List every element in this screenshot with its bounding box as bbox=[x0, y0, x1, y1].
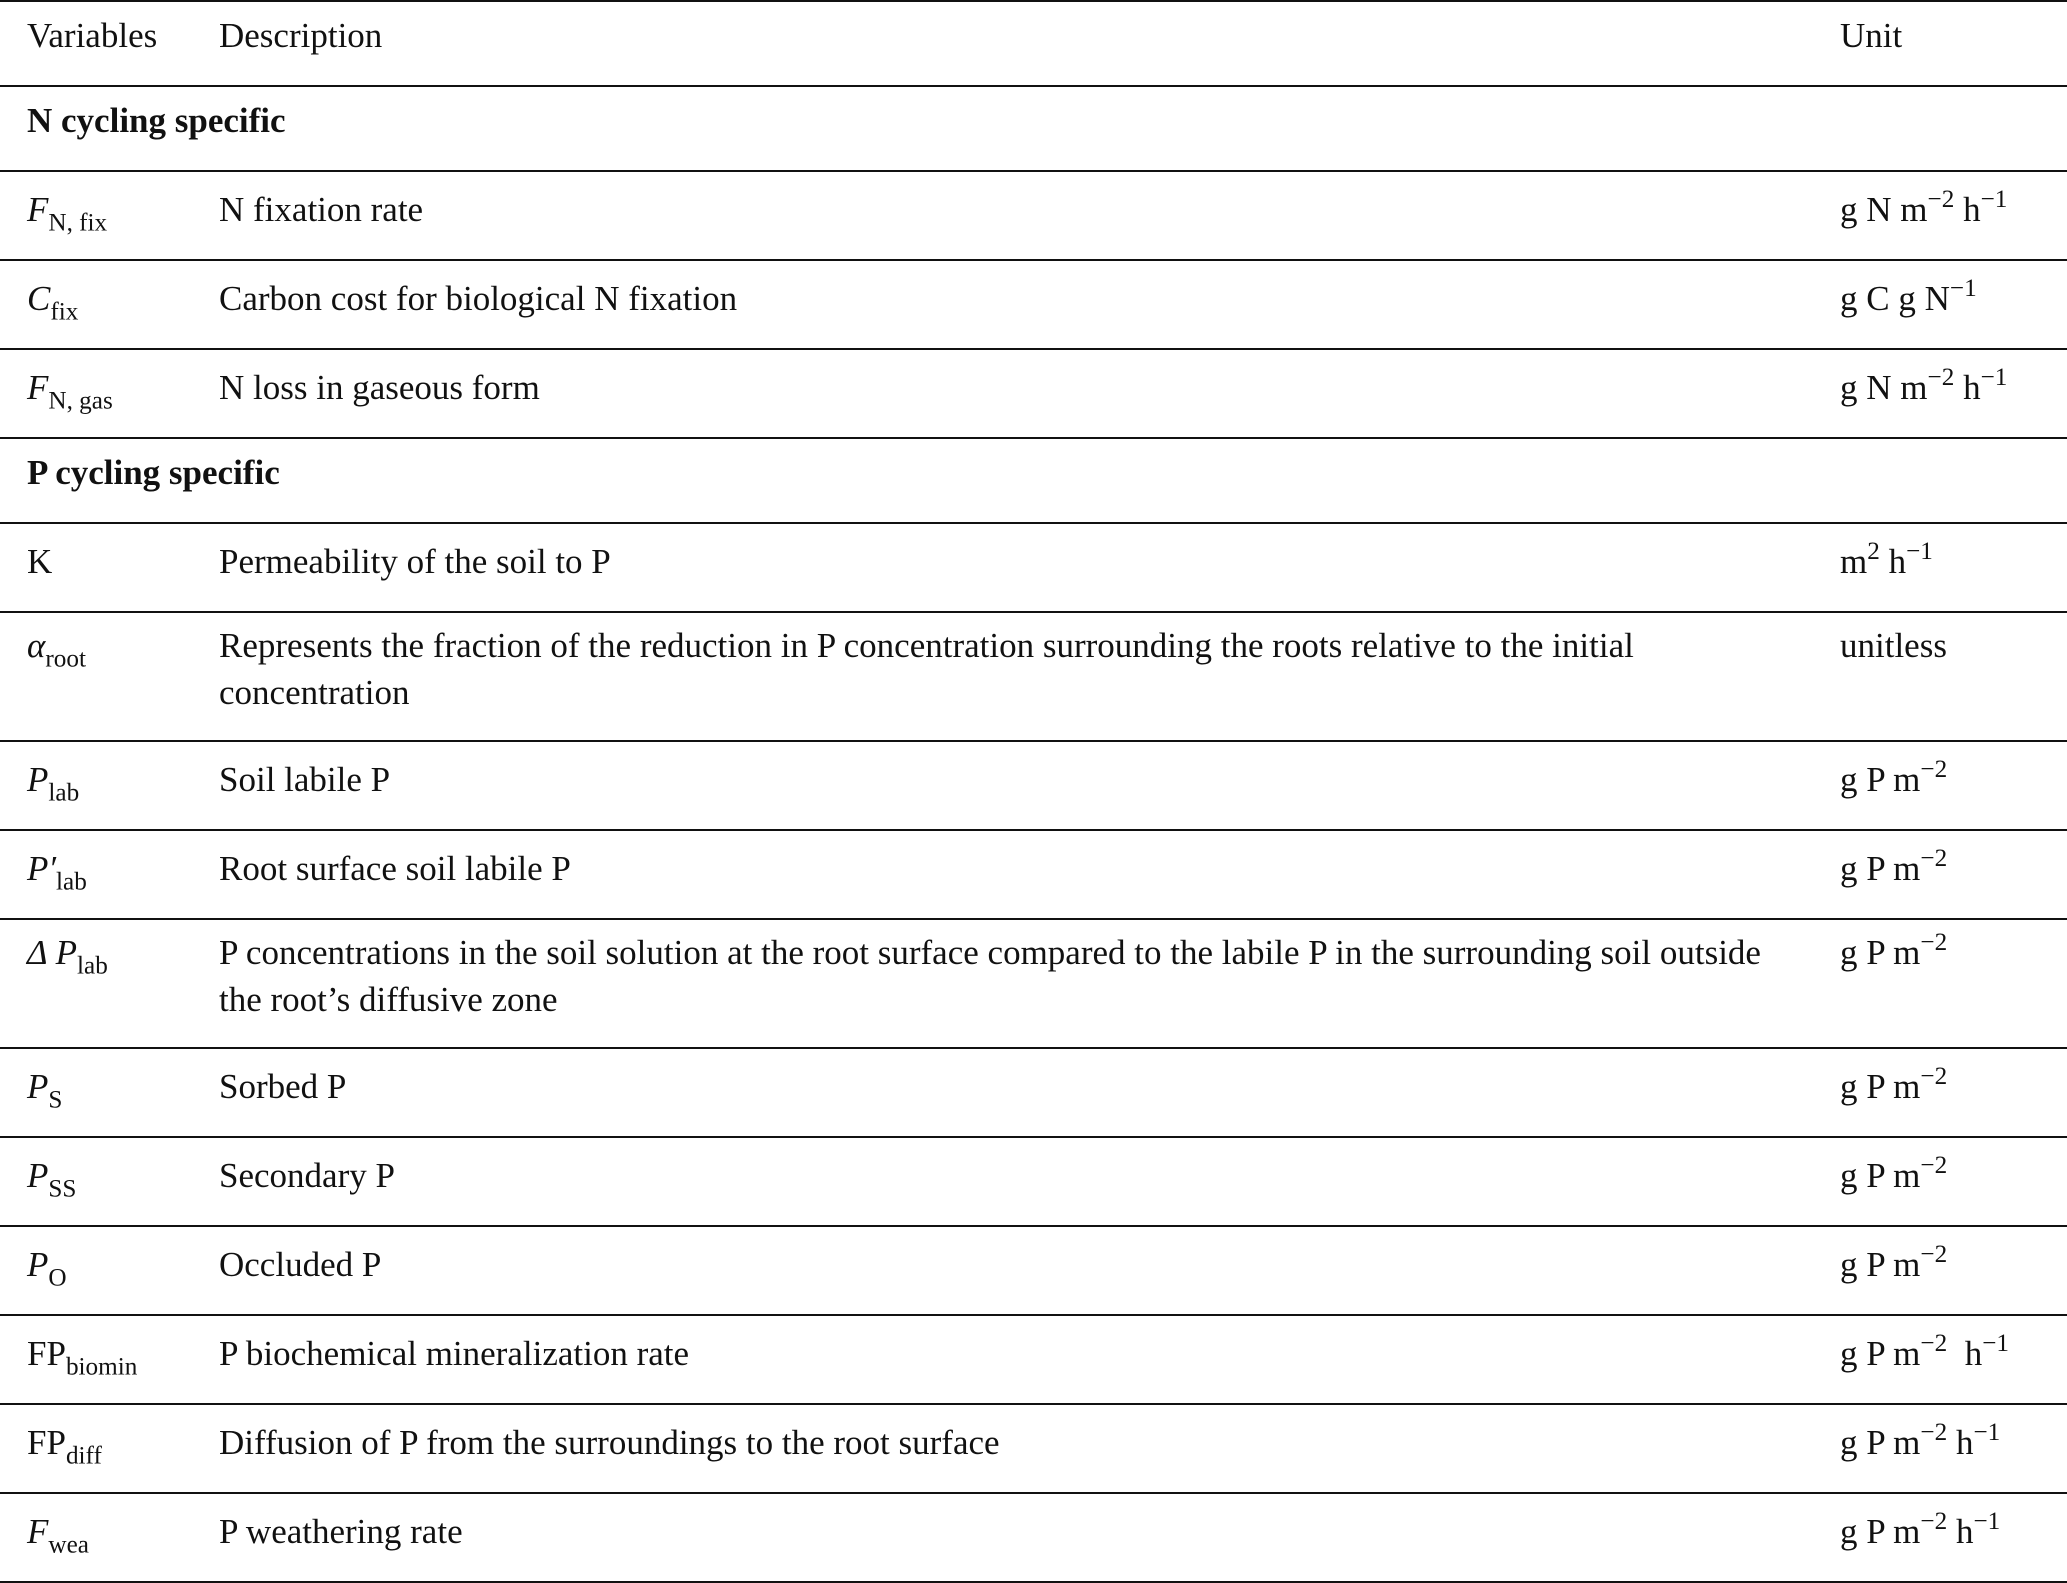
section-row bbox=[0, 438, 2067, 523]
unit-value bbox=[1840, 756, 1948, 799]
unit-text: h bbox=[1954, 368, 1981, 407]
variable-symbol bbox=[27, 1423, 102, 1470]
variable-symbol-cell bbox=[0, 1493, 219, 1582]
unit-text: h bbox=[1947, 1334, 1983, 1373]
table-row bbox=[0, 741, 2067, 830]
variable-symbol-base: P bbox=[27, 1067, 49, 1106]
unit-cell bbox=[1840, 830, 2067, 919]
variable-symbol-subscript: diff bbox=[65, 1442, 102, 1470]
variable-symbol-cell bbox=[0, 523, 219, 612]
unit-value bbox=[1840, 1152, 1948, 1195]
variable-symbol-cell bbox=[0, 741, 219, 830]
variable-symbol-subscript: wea bbox=[48, 1531, 89, 1559]
description-cell: P weathering rate bbox=[219, 1493, 1840, 1582]
unit-value bbox=[1840, 626, 1947, 665]
table-row bbox=[0, 1315, 2067, 1404]
table-row bbox=[0, 919, 2067, 1048]
unit-exponent: −2 bbox=[1920, 845, 1948, 873]
description-cell: Secondary P bbox=[219, 1137, 1840, 1226]
variable-symbol-subscript: fix bbox=[50, 298, 79, 326]
variable-symbol-subscript: lab bbox=[48, 779, 80, 807]
variable-symbol-base: F bbox=[27, 190, 49, 229]
unit-value bbox=[1840, 538, 1933, 581]
table-row bbox=[0, 523, 2067, 612]
variable-symbol-cell bbox=[0, 1404, 219, 1493]
variable-symbol bbox=[27, 368, 113, 415]
description-cell: Carbon cost for biological N fixation bbox=[219, 260, 1840, 349]
unit-text: g P m bbox=[1840, 760, 1921, 799]
unit-text: g P m bbox=[1840, 933, 1921, 972]
unit-value bbox=[1840, 186, 2008, 229]
header-unit: Unit bbox=[1840, 1, 2067, 86]
variable-symbol-cell bbox=[0, 349, 219, 438]
variable-symbol-subscript: N, gas bbox=[48, 387, 113, 415]
unit-value bbox=[1840, 1063, 1948, 1106]
variable-symbol-subscript: lab bbox=[56, 868, 87, 896]
unit-exponent: −2 bbox=[1920, 1419, 1948, 1447]
unit-cell bbox=[1840, 1493, 2067, 1582]
unit-exponent: −1 bbox=[1973, 1419, 2001, 1447]
variable-symbol-base: P bbox=[27, 1156, 49, 1195]
table-header-row bbox=[0, 1, 2067, 86]
variable-symbol bbox=[27, 1067, 63, 1114]
variable-symbol bbox=[27, 1156, 77, 1203]
variable-symbol bbox=[27, 1512, 89, 1559]
unit-text: g C g N bbox=[1840, 279, 1950, 318]
variable-symbol bbox=[27, 760, 80, 807]
table-row bbox=[0, 349, 2067, 438]
variable-symbol-base: P bbox=[27, 760, 49, 799]
unit-cell bbox=[1840, 1226, 2067, 1315]
variable-symbol-subscript: lab bbox=[77, 952, 108, 980]
unit-cell bbox=[1840, 612, 2067, 741]
variable-symbol-base: FP bbox=[27, 1334, 66, 1373]
unit-text: g P m bbox=[1840, 1245, 1921, 1284]
unit-exponent: −2 bbox=[1927, 186, 1955, 214]
unit-exponent: −1 bbox=[1973, 1508, 2001, 1536]
unit-value bbox=[1840, 1508, 2001, 1551]
unit-text: g P m bbox=[1840, 1156, 1921, 1195]
variable-symbol-subscript: S bbox=[48, 1086, 63, 1114]
header-description: Description bbox=[219, 1, 1840, 86]
variable-symbol-cell bbox=[0, 612, 219, 741]
unit-exponent: −1 bbox=[1980, 364, 2008, 392]
section-title: N cycling specific bbox=[0, 86, 2067, 171]
variable-symbol-subscript: N, fix bbox=[48, 209, 108, 237]
unit-text: h bbox=[1879, 542, 1907, 581]
unit-exponent: −2 bbox=[1920, 929, 1948, 957]
description-cell: P concentrations in the soil solution at the root surface compared to the labile P in the surrounding soil outside the root’s diffusive zone bbox=[219, 919, 1840, 1048]
unit-text: g P m bbox=[1840, 849, 1921, 888]
unit-text: h bbox=[1954, 190, 1981, 229]
variable-symbol-subscript: O bbox=[48, 1264, 67, 1292]
unit-cell bbox=[1840, 1315, 2067, 1404]
unit-text: g P m bbox=[1840, 1512, 1921, 1551]
unit-value bbox=[1840, 1330, 2010, 1373]
unit-value bbox=[1840, 364, 2008, 407]
unit-text: unitless bbox=[1840, 626, 1947, 665]
description-cell: N loss in gaseous form bbox=[219, 349, 1840, 438]
unit-value bbox=[1840, 275, 1977, 318]
variable-symbol-base: FP bbox=[27, 1423, 66, 1462]
unit-cell bbox=[1840, 1048, 2067, 1137]
variable-symbol-cell bbox=[0, 1226, 219, 1315]
description-cell: P biochemical mineralization rate bbox=[219, 1315, 1840, 1404]
unit-text: g P m bbox=[1840, 1423, 1921, 1462]
unit-exponent: −2 bbox=[1927, 364, 1955, 392]
variable-symbol-base: F bbox=[27, 368, 49, 407]
variable-symbol-subscript: biomin bbox=[65, 1353, 138, 1381]
unit-exponent: −2 bbox=[1920, 1330, 1948, 1358]
table-row bbox=[0, 612, 2067, 741]
variable-symbol-base: P bbox=[27, 1245, 49, 1284]
variable-symbol bbox=[27, 933, 108, 980]
variable-symbol bbox=[27, 279, 79, 326]
unit-cell bbox=[1840, 349, 2067, 438]
table-row bbox=[0, 1048, 2067, 1137]
unit-exponent: −1 bbox=[1982, 1330, 2010, 1358]
table-row bbox=[0, 1226, 2067, 1315]
unit-cell bbox=[1840, 260, 2067, 349]
header-variables: Variables bbox=[0, 1, 219, 86]
table-row bbox=[0, 260, 2067, 349]
variable-symbol bbox=[27, 1334, 138, 1381]
variable-symbol bbox=[27, 542, 52, 581]
unit-exponent: −2 bbox=[1920, 1063, 1948, 1091]
variable-symbol bbox=[27, 1245, 67, 1292]
unit-exponent: −1 bbox=[1906, 538, 1933, 566]
variable-symbol-base: K bbox=[27, 542, 53, 581]
section-row bbox=[0, 86, 2067, 171]
variable-symbol-cell bbox=[0, 1137, 219, 1226]
variable-symbol-subscript: SS bbox=[48, 1175, 77, 1203]
unit-value bbox=[1840, 845, 1948, 888]
unit-exponent: −1 bbox=[1980, 186, 2008, 214]
variable-symbol-cell bbox=[0, 1048, 219, 1137]
unit-exponent: 2 bbox=[1867, 538, 1880, 566]
unit-exponent: −2 bbox=[1920, 756, 1948, 784]
variable-symbol-cell bbox=[0, 830, 219, 919]
variable-symbol-base: F bbox=[27, 1512, 49, 1551]
unit-cell bbox=[1840, 523, 2067, 612]
variable-symbol-subscript: root bbox=[45, 645, 86, 673]
unit-text: g N m bbox=[1840, 368, 1928, 407]
variable-symbol-base: Δ P bbox=[27, 933, 78, 972]
variable-symbol bbox=[27, 626, 86, 673]
description-cell: Represents the fraction of the reduction in P concentration surrounding the roots relative to the initial concentration bbox=[219, 612, 1840, 741]
unit-cell bbox=[1840, 1137, 2067, 1226]
unit-cell bbox=[1840, 1404, 2067, 1493]
unit-exponent: −2 bbox=[1920, 1508, 1948, 1536]
unit-cell bbox=[1840, 919, 2067, 1048]
unit-value bbox=[1840, 1419, 2001, 1462]
unit-value bbox=[1840, 929, 1948, 972]
unit-text: g P m bbox=[1840, 1334, 1921, 1373]
description-cell: N fixation rate bbox=[219, 171, 1840, 260]
description-cell: Diffusion of P from the surroundings to the root surface bbox=[219, 1404, 1840, 1493]
unit-exponent: −2 bbox=[1920, 1241, 1948, 1269]
table-row bbox=[0, 1137, 2067, 1226]
unit-text: g N m bbox=[1840, 190, 1928, 229]
unit-value bbox=[1840, 1241, 1948, 1284]
unit-text: m bbox=[1840, 542, 1868, 581]
description-cell: Sorbed P bbox=[219, 1048, 1840, 1137]
variable-symbol-cell bbox=[0, 171, 219, 260]
table-row bbox=[0, 171, 2067, 260]
unit-text: h bbox=[1947, 1423, 1974, 1462]
description-cell: Permeability of the soil to P bbox=[219, 523, 1840, 612]
table-row bbox=[0, 1493, 2067, 1582]
unit-cell bbox=[1840, 171, 2067, 260]
variable-symbol bbox=[27, 190, 108, 237]
variable-symbol-base: α bbox=[27, 626, 46, 665]
unit-text: h bbox=[1947, 1512, 1974, 1551]
description-cell: Occluded P bbox=[219, 1226, 1840, 1315]
variable-symbol-cell bbox=[0, 919, 219, 1048]
table-body bbox=[0, 86, 2067, 1582]
unit-cell bbox=[1840, 741, 2067, 830]
section-title: P cycling specific bbox=[0, 438, 2067, 523]
variable-symbol-cell bbox=[0, 1315, 219, 1404]
description-cell: Root surface soil labile P bbox=[219, 830, 1840, 919]
unit-exponent: −2 bbox=[1920, 1152, 1948, 1180]
variable-symbol-base: P′ bbox=[27, 849, 57, 888]
table-row bbox=[0, 1404, 2067, 1493]
unit-exponent: −1 bbox=[1949, 275, 1977, 303]
variable-symbol-cell bbox=[0, 260, 219, 349]
variable-symbol-base: C bbox=[27, 279, 51, 318]
variable-symbol bbox=[27, 849, 87, 896]
unit-text: g P m bbox=[1840, 1067, 1921, 1106]
table-row bbox=[0, 830, 2067, 919]
description-cell: Soil labile P bbox=[219, 741, 1840, 830]
